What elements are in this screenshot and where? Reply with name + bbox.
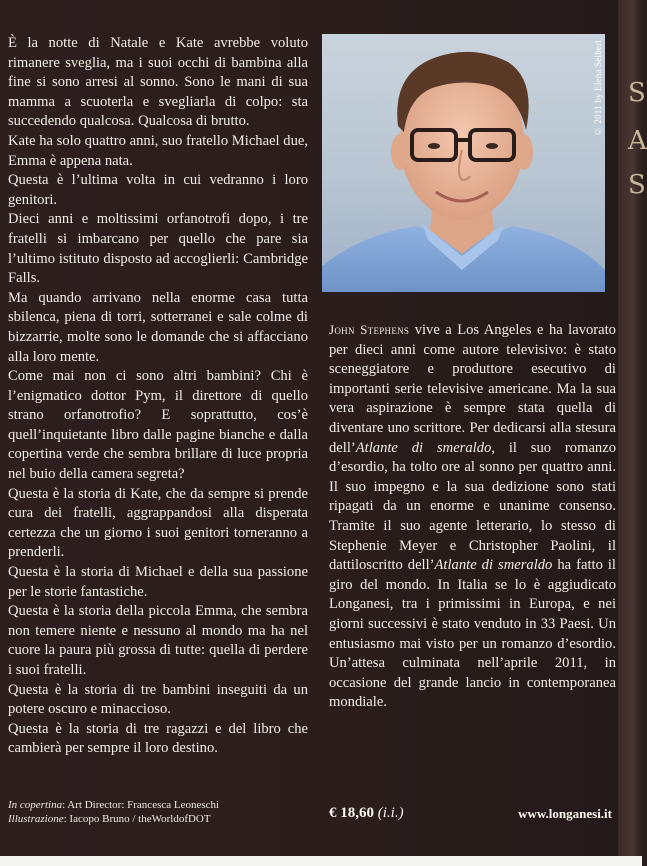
spine-letter: S (628, 170, 646, 200)
spine-letter: A (628, 126, 647, 156)
price-tag (329, 805, 404, 822)
book-title: Atlante di smeraldo (434, 557, 553, 574)
blurb-paragraph: Questa è la storia di Michael e della sua passione per le storie fantastiche. (8, 564, 308, 600)
blurb-paragraph: È la notte di Natale e Kate avrebbe voluto rimanere sveglia, ma i suoi occhi di bambina alla fine si sono arresi al sonno. Sono le mani di sua mamma a scuoterla e svegliarla di colpo: sta succedendo qualcosa. Qualcosa di brutto. (8, 35, 308, 130)
book-title: Atlante di smeraldo (355, 439, 492, 456)
author-name: John Stephens (329, 322, 410, 337)
cover-credits (8, 798, 308, 826)
blurb-paragraph: Come mai non ci sono altri bambini? Chi è l’enigmatico dottor Pym, il direttore di quello strano orfanotrofio? E soprattutto, cos’è quell’inquietante libro dalle pagine bianche e dalla copertina verde che sembra brillare di luce propria nel buio della camera segreta? (8, 368, 308, 483)
cover-credit-label: In copertina (8, 799, 63, 811)
author-photo (322, 34, 605, 292)
author-bio (329, 320, 616, 713)
illustration-credit-label: Illustrazione (8, 813, 64, 825)
publisher-url[interactable]: www.longanesi.it (518, 806, 612, 821)
bio-text-part: vive a Los Angeles e ha lavorato per dieci anni come autore televisivo: è stato sceneggiatore e produttore esecutivo di importanti serie televisive americane. Ma la sua vera aspirazione è sempre stata quella di diventare uno scrittore. Per dedicarsi alla stesura dell’ (329, 322, 616, 456)
blurb-paragraph: Kate ha solo quattro anni, suo fratello Michael due, Emma è appena nata. (8, 132, 308, 169)
blurb-paragraph: Questa è l’ultima volta in cui vedranno i loro genitori. (8, 172, 308, 208)
blurb-paragraph: Ma quando arrivano nella enorme casa tutta sbilenca, piena di torri, sotterranei e sale colme di bizzarrie, molte sono le domande che si affacciano alla loro mente. (8, 289, 308, 365)
bio-text-part: ha fatto il giro del mondo. In Italia se lo è aggiudicato Longanesi, tra i primissimi in Europa, e nei giorni successivi è stato venduto in 33 Paesi. Un entusiasmo mai visto per un romanzo d’esordio. Un’attesa culminata nell’aprile 2011, in occasione del grande lancio in contemporanea mondiale. (329, 557, 616, 711)
blurb-paragraph: Questa è la storia di tre ragazzi e del libro che cambierà per sempre il loro destino. (8, 720, 308, 757)
photo-credit: © 2011 by Elena Seibert (593, 40, 603, 137)
bio-text-part: , il suo romanzo d’esordio, ha tolto ore al sonno per quattro anni. Il suo impegno e la sua dedizione sono stati ripagati da un enorme e unanime consenso. Tramite il suo agente letterario, lo stesso di Stephenie Meyer e Christopher Paolini, il dattiloscritto dell’ (329, 439, 616, 574)
illustration-credit-line (8, 812, 308, 826)
blurb-paragraph: Questa è la storia di tre bambini inseguiti da un potere oscuro e minaccioso. (8, 681, 308, 718)
blurb-paragraph: Dieci anni e moltissimi orfanotrofi dopo, i tre fratelli si imbarcano per quello che pare sia l’ultimo istituto disposto ad accoglierli: Cambridge Falls. (8, 211, 308, 287)
blurb-column (8, 34, 308, 759)
illustration-credit-value: : Iacopo Bruno / theWorldofDOT (63, 813, 211, 825)
blurb-paragraph: Questa è la storia della piccola Emma, che sembra non temere niente e nessuno al mondo ma ha nel cuore la paura più grossa di tutte: quella di perdere i suoi fratelli. (8, 603, 308, 678)
spine-letter: S (628, 78, 646, 108)
price-amount: € 18,60 (329, 805, 374, 821)
price-note: (i.i.) (377, 805, 404, 821)
cover-credit-value: : Art Director: Francesca Leoneschi (62, 799, 220, 811)
author-portrait-illustration (322, 34, 605, 292)
scan-bottom-edge (0, 856, 642, 866)
cover-credit-line (8, 798, 308, 812)
blurb-paragraph: Questa è la storia di Kate, che da sempre si prende cura dei fratelli, aggrappandosi alla disperata certezza che un giorno i suoi genitori torneranno a prenderli. (8, 485, 308, 561)
